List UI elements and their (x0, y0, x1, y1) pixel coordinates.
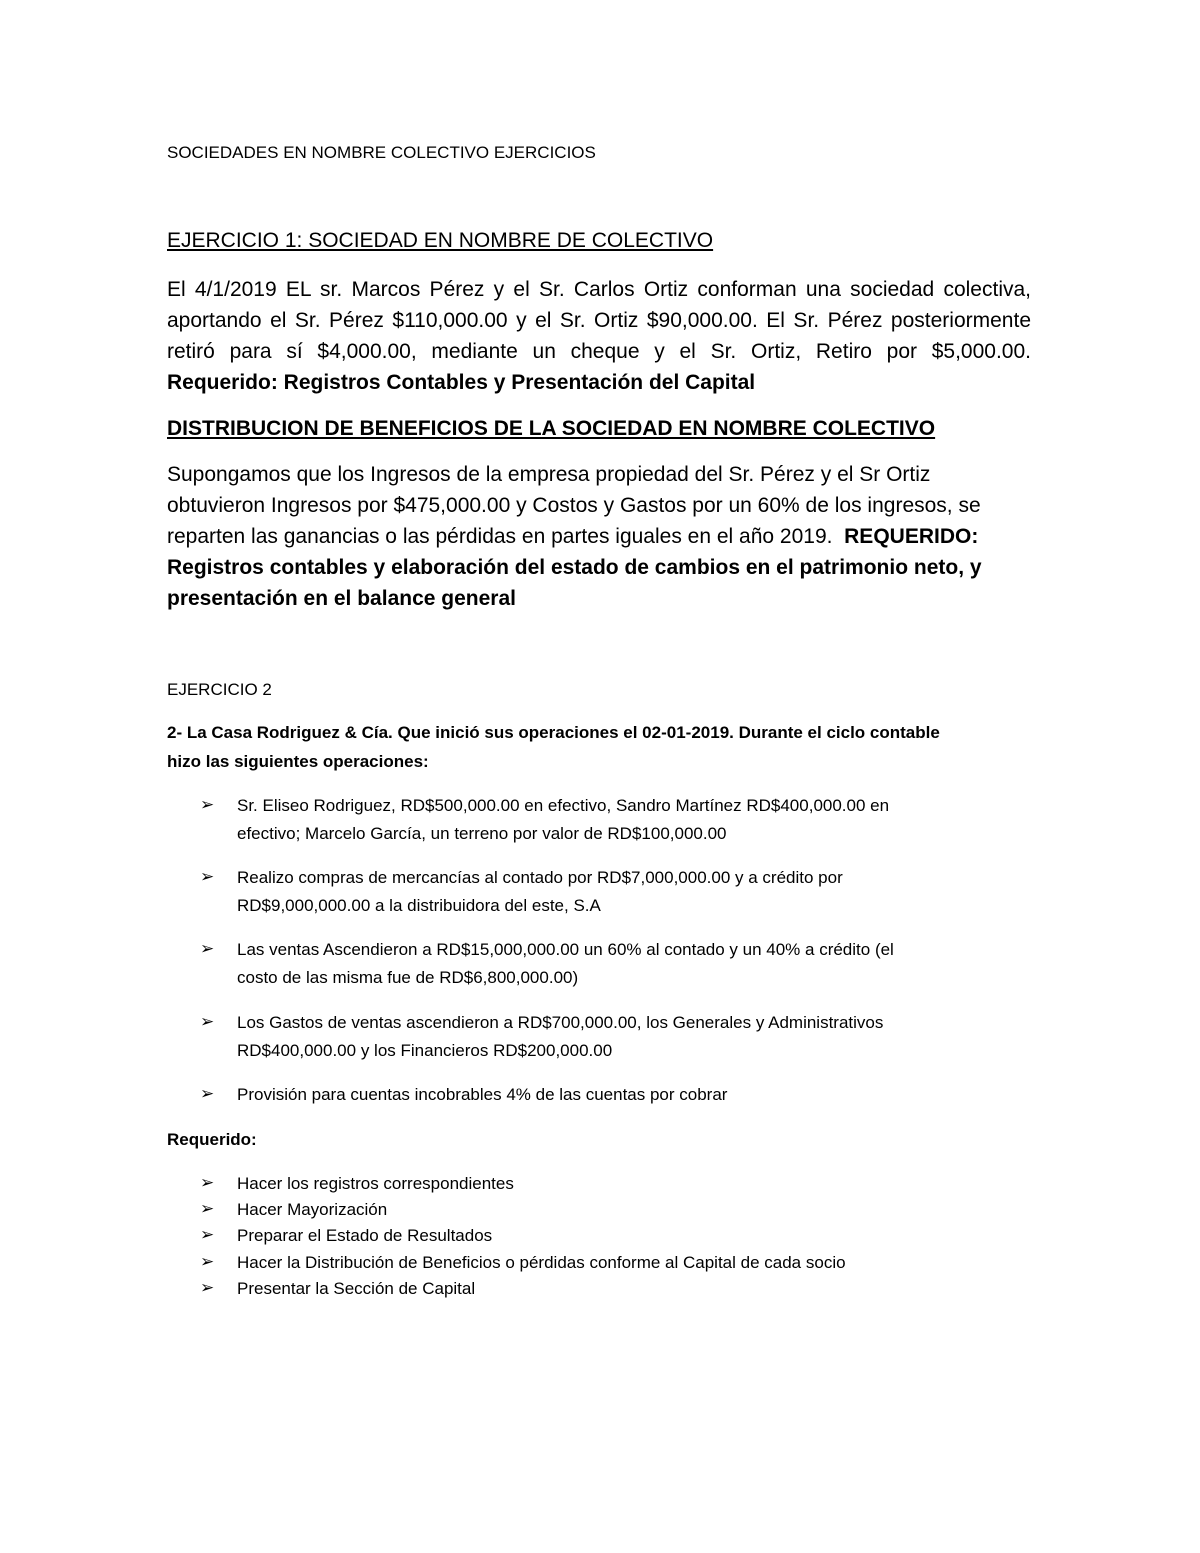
exercise-1-line-3: retiró para sí $4,000.00, mediante un cheque y el Sr. Ortiz, Retiro por $5,000.00. (167, 340, 1031, 363)
operation-1-line-2: efectivo; Marcelo García, un terreno por valor de RD$100,000.00 (237, 824, 727, 843)
operation-4-line-1: Los Gastos de ventas ascendieron a RD$700,000.00, los Generales y Administrativos (237, 1013, 884, 1032)
exercise-2-heading: EJERCICIO 2 (167, 680, 272, 699)
exercise-2-intro-line-2: hizo las siguientes operaciones: (167, 752, 429, 771)
distribution-line-5: presentación en el balance general (167, 587, 516, 610)
arrow-bullet-icon: ➢ (200, 1225, 215, 1244)
arrow-bullet-icon: ➢ (200, 1173, 215, 1192)
task-4: Hacer la Distribución de Beneficios o pérdidas conforme al Capital de cada socio (237, 1253, 846, 1272)
exercise-1-line-1: El 4/1/2019 EL sr. Marcos Pérez y el Sr. Carlos Ortiz conforman una sociedad colectiva, (167, 278, 1031, 301)
document-title: SOCIEDADES EN NOMBRE COLECTIVO EJERCICIOS (167, 143, 596, 162)
distribution-line-2: obtuvieron Ingresos por $475,000.00 y Costos y Gastos por un 60% de los ingresos, se (167, 494, 981, 517)
arrow-bullet-icon: ➢ (200, 867, 215, 886)
distribution-line-4: Registros contables y elaboración del estado de cambios en el patrimonio neto, y (167, 556, 982, 579)
task-2: Hacer Mayorización (237, 1200, 388, 1219)
operation-3-line-1: Las ventas Ascendieron a RD$15,000,000.00 un 60% al contado y un 40% a crédito (el (237, 940, 894, 959)
distribution-heading: DISTRIBUCION DE BENEFICIOS DE LA SOCIEDAD EN NOMBRE COLECTIVO (167, 417, 936, 440)
arrow-bullet-icon: ➢ (200, 1252, 215, 1271)
arrow-bullet-icon: ➢ (200, 1199, 215, 1218)
arrow-bullet-icon: ➢ (200, 1012, 215, 1031)
exercise-1-required: Requerido: Registros Contables y Presentación del Capital (167, 371, 756, 394)
exercise-1-heading: EJERCICIO 1: SOCIEDAD EN NOMBRE DE COLECTIVO (167, 229, 714, 252)
distribution-line-3-text: reparten las ganancias o las pérdidas en partes iguales en el año 2019. (167, 525, 845, 548)
distribution-line-1: Supongamos que los Ingresos de la empresa propiedad del Sr. Pérez y el Sr Ortiz (167, 463, 931, 486)
arrow-bullet-icon: ➢ (200, 1084, 215, 1103)
task-3: Preparar el Estado de Resultados (237, 1226, 493, 1245)
arrow-bullet-icon: ➢ (200, 1278, 215, 1297)
operation-2-line-1: Realizo compras de mercancías al contado por RD$7,000,000.00 y a crédito por (237, 868, 843, 887)
exercise-2-required-label: Requerido: (167, 1130, 257, 1149)
operation-4-line-2: RD$400,000.00 y los Financieros RD$200,000.00 (237, 1041, 613, 1060)
task-5: Presentar la Sección de Capital (237, 1279, 476, 1298)
operation-3-line-2: costo de las misma fue de RD$6,800,000.00) (237, 968, 579, 987)
exercise-2-intro-line-1: 2- La Casa Rodriguez & Cía. Que inició sus operaciones el 02-01-2019. Durante el ciclo contable (167, 723, 940, 742)
operation-2-line-2: RD$9,000,000.00 a la distribuidora del este, S.A (237, 896, 601, 915)
task-1: Hacer los registros correspondientes (237, 1174, 514, 1193)
distribution-line-3 (167, 525, 978, 549)
operation-5-line-1: Provisión para cuentas incobrables 4% de las cuentas por cobrar (237, 1085, 728, 1104)
distribution-required-label: REQUERIDO: (844, 525, 979, 548)
arrow-bullet-icon: ➢ (200, 795, 215, 814)
operation-1-line-1: Sr. Eliseo Rodriguez, RD$500,000.00 en efectivo, Sandro Martínez RD$400,000.00 en (237, 796, 890, 815)
exercise-1-line-2: aportando el Sr. Pérez $110,000.00 y el Sr. Ortiz $90,000.00. El Sr. Pérez posteriormente (167, 309, 1031, 332)
arrow-bullet-icon: ➢ (200, 939, 215, 958)
